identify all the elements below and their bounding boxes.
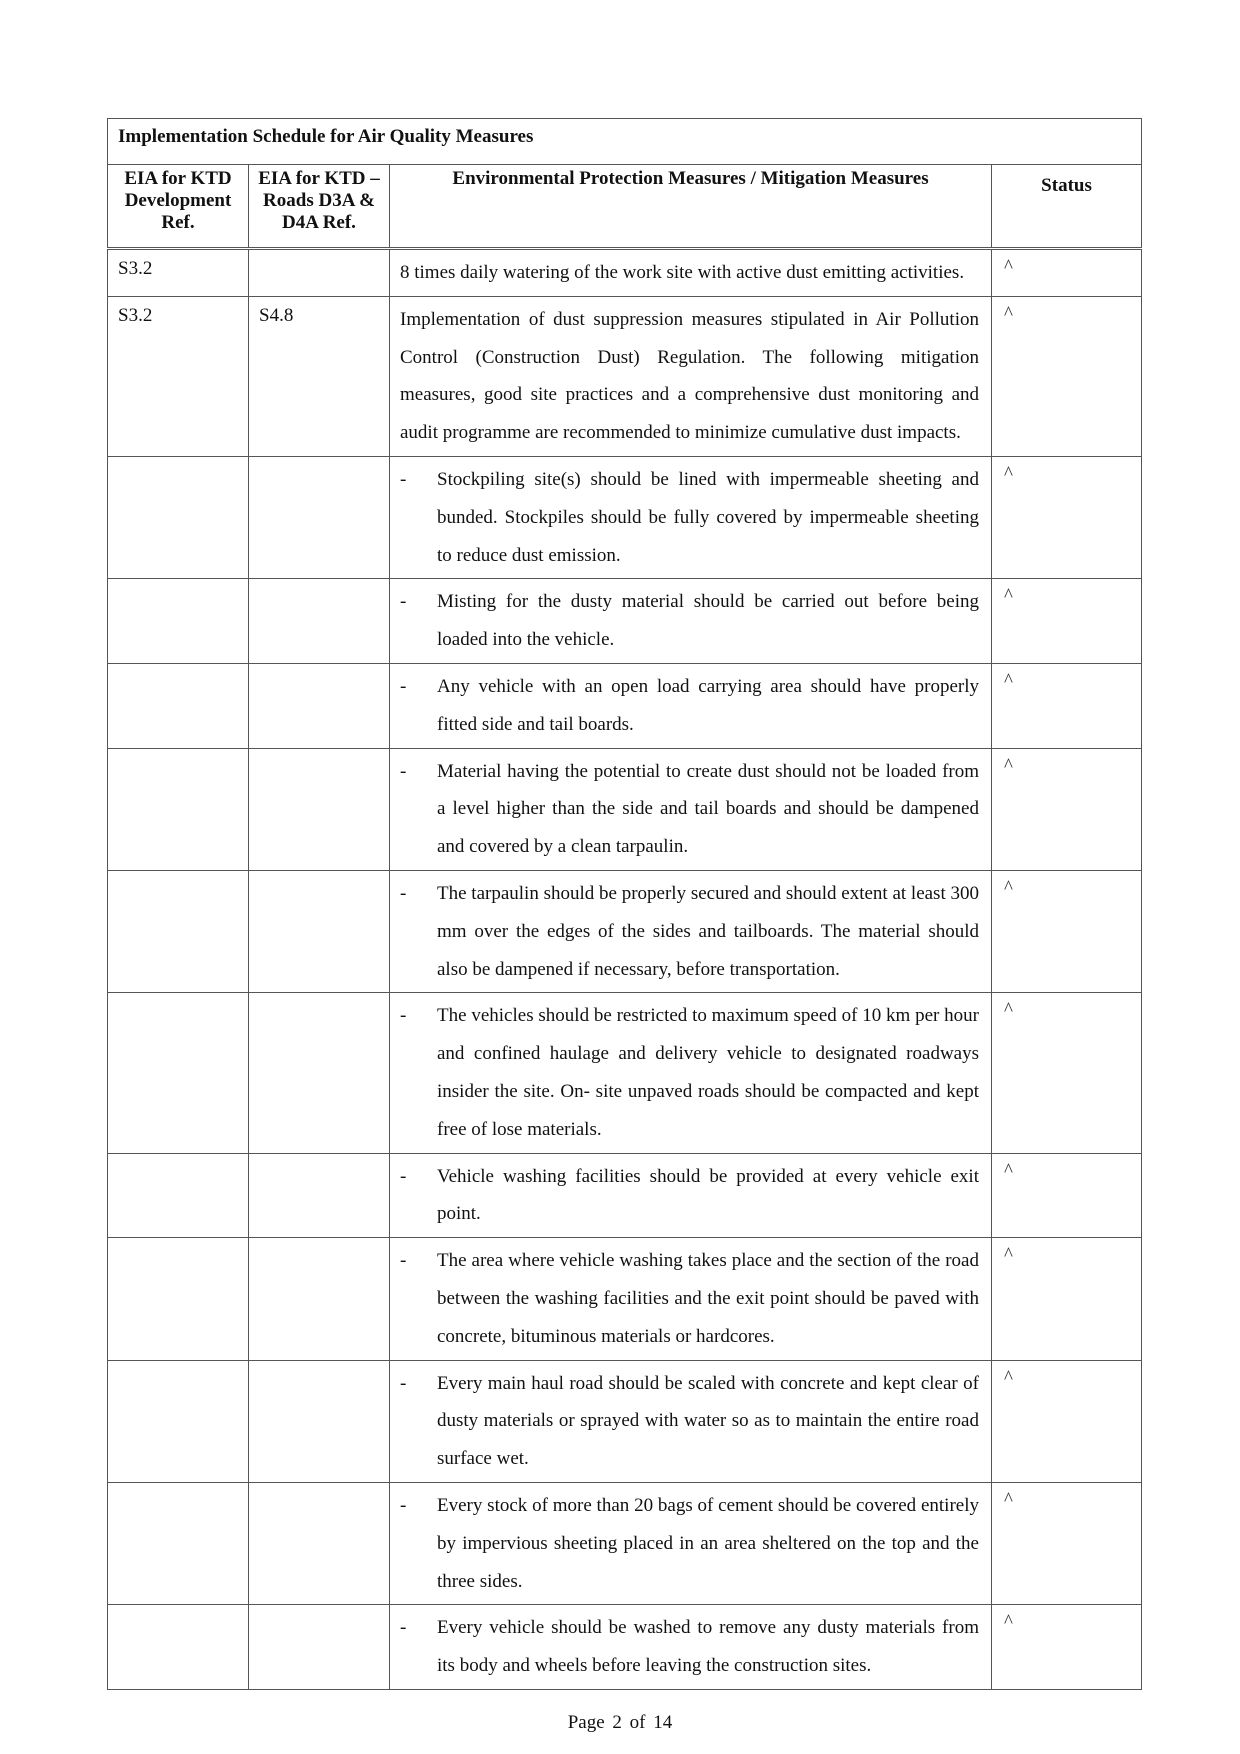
bullet-item	[400, 875, 979, 988]
measure-text: Any vehicle with an open load carrying area should have properly fitted side and tail boards.	[437, 675, 979, 735]
ktd-roads-ref-cell	[249, 663, 390, 748]
measure-text: Implementation of dust suppression measures stipulated in Air Pollution Control (Construction Dust) Regulation. The following mitigation measures, good site practices and a comprehensive dust monitoring and audit programme are recommended to minimize cumulative dust impacts.	[400, 308, 979, 444]
status-cell: ^	[992, 1153, 1142, 1238]
table-row	[108, 296, 1142, 456]
air-quality-schedule-table	[107, 118, 1142, 1690]
table-title: Implementation Schedule for Air Quality Measures	[108, 119, 1142, 165]
ktd-development-ref-cell	[108, 1360, 249, 1482]
ktd-development-ref-cell	[108, 663, 249, 748]
ktd-development-ref-cell	[108, 1238, 249, 1360]
bullet-dash: -	[400, 675, 407, 697]
bullet-dash: -	[400, 1372, 407, 1394]
ktd-roads-ref-cell	[249, 993, 390, 1153]
measure-cell	[390, 456, 992, 578]
bullet-item	[400, 753, 979, 866]
ktd-roads-ref-cell	[249, 1482, 390, 1604]
measure-cell	[390, 1605, 992, 1690]
bullet-item	[400, 1609, 979, 1685]
header-ktd-roads-ref: EIA for KTD – Roads D3A & D4A Ref.	[249, 165, 390, 249]
ktd-roads-ref-cell	[249, 1605, 390, 1690]
status-cell: ^	[992, 748, 1142, 870]
ktd-development-ref-cell	[108, 870, 249, 992]
measure-text: The area where vehicle washing takes place and the section of the road between the washing facilities and the exit point should be paved with concrete, bituminous materials or hardcores.	[437, 1250, 979, 1347]
status-cell: ^	[992, 1605, 1142, 1690]
status-cell: ^	[992, 296, 1142, 456]
ktd-roads-ref-cell	[249, 1238, 390, 1360]
measure-text: Every main haul road should be scaled with concrete and kept clear of dusty materials or sprayed with water so as to maintain the entire road surface wet.	[437, 1372, 979, 1470]
page-number: Page 2 of 14	[567, 1712, 673, 1733]
status-cell: ^	[992, 993, 1142, 1153]
table-row	[108, 1238, 1142, 1360]
table-row	[108, 1153, 1142, 1238]
measure-text: Every vehicle should be washed to remove any dusty materials from its body and wheels before leaving the construction sites.	[437, 1617, 979, 1677]
bullet-item	[400, 668, 979, 744]
bullet-item	[400, 461, 979, 574]
ktd-roads-ref-cell: S4.8	[249, 296, 390, 456]
table-row	[108, 1605, 1142, 1690]
bullet-dash: -	[400, 468, 407, 490]
table-row	[108, 1482, 1142, 1604]
measure-cell	[390, 1360, 992, 1482]
bullet-dash: -	[400, 1250, 407, 1272]
bullet-item	[400, 997, 979, 1148]
measure-cell	[390, 870, 992, 992]
ktd-development-ref-cell	[108, 748, 249, 870]
table-row	[108, 748, 1142, 870]
measure-cell	[390, 1482, 992, 1604]
bullet-dash: -	[400, 1617, 407, 1639]
header-ktd-development-ref: EIA for KTD Development Ref.	[108, 165, 249, 249]
status-cell: ^	[992, 663, 1142, 748]
measure-text: Every stock of more than 20 bags of cement should be covered entirely by impervious sheeting placed in an area sheltered on the top and the three sides.	[437, 1494, 979, 1592]
ktd-development-ref-cell	[108, 1482, 249, 1604]
measure-cell	[390, 579, 992, 664]
ktd-roads-ref-cell	[249, 579, 390, 664]
measure-cell	[390, 249, 992, 297]
bullet-item	[400, 1158, 979, 1234]
ktd-roads-ref-cell	[249, 870, 390, 992]
table-row	[108, 663, 1142, 748]
bullet-item	[400, 583, 979, 659]
ktd-development-ref-cell	[108, 1605, 249, 1690]
status-cell: ^	[992, 579, 1142, 664]
status-cell: ^	[992, 870, 1142, 992]
ktd-roads-ref-cell	[249, 249, 390, 297]
table-row	[108, 456, 1142, 578]
measure-cell	[390, 296, 992, 456]
measure-text: Vehicle washing facilities should be provided at every vehicle exit point.	[437, 1165, 979, 1225]
ktd-development-ref-cell: S3.2	[108, 249, 249, 297]
table-row	[108, 870, 1142, 992]
ktd-roads-ref-cell	[249, 1360, 390, 1482]
ktd-development-ref-cell	[108, 1153, 249, 1238]
measure-text: Misting for the dusty material should be carried out before being loaded into the vehicle.	[437, 591, 979, 651]
measure-cell	[390, 748, 992, 870]
table-row	[108, 993, 1142, 1153]
ktd-roads-ref-cell	[249, 748, 390, 870]
bullet-dash: -	[400, 591, 407, 613]
bullet-item	[400, 1487, 979, 1600]
measure-text: The vehicles should be restricted to maximum speed of 10 km per hour and confined haulage and delivery vehicle to designated roadways insider the site. On- site unpaved roads should be compacted and kept free of lose materials.	[437, 1005, 979, 1140]
bullet-item	[400, 1365, 979, 1478]
ktd-development-ref-cell: S3.2	[108, 296, 249, 456]
measure-cell	[390, 1153, 992, 1238]
table-row	[108, 249, 1142, 297]
bullet-dash: -	[400, 1165, 407, 1187]
header-mitigation-measures: Environmental Protection Measures / Mitigation Measures	[390, 165, 992, 249]
status-cell: ^	[992, 1482, 1142, 1604]
measure-cell	[390, 993, 992, 1153]
bullet-item	[400, 1242, 979, 1355]
status-cell: ^	[992, 1238, 1142, 1360]
measure-text: The tarpaulin should be properly secured and should extent at least 300 mm over the edges of the sides and tailboards. The material should also be dampened if necessary, before transportation.	[437, 882, 979, 980]
table-row	[108, 579, 1142, 664]
header-status: Status	[992, 165, 1142, 249]
bullet-dash: -	[400, 1005, 407, 1027]
ktd-roads-ref-cell	[249, 1153, 390, 1238]
bullet-dash: -	[400, 882, 407, 904]
ktd-roads-ref-cell	[249, 456, 390, 578]
status-cell: ^	[992, 456, 1142, 578]
ktd-development-ref-cell	[108, 993, 249, 1153]
ktd-development-ref-cell	[108, 579, 249, 664]
measure-text: Material having the potential to create dust should not be loaded from a level higher than the side and tail boards and should be dampened and covered by a clean tarpaulin.	[437, 760, 979, 858]
measure-text: Stockpiling site(s) should be lined with impermeable sheeting and bunded. Stockpiles should be fully covered by impermeable sheeting to reduce dust emission.	[437, 468, 979, 566]
measure-cell	[390, 1238, 992, 1360]
status-cell: ^	[992, 1360, 1142, 1482]
ktd-development-ref-cell	[108, 456, 249, 578]
bullet-dash: -	[400, 760, 407, 782]
table-header-row	[108, 165, 1142, 249]
bullet-dash: -	[400, 1494, 407, 1516]
table-title-row	[108, 119, 1142, 165]
measure-cell	[390, 663, 992, 748]
measure-text: 8 times daily watering of the work site with active dust emitting activities.	[400, 262, 965, 283]
status-cell: ^	[992, 249, 1142, 297]
table-row	[108, 1360, 1142, 1482]
